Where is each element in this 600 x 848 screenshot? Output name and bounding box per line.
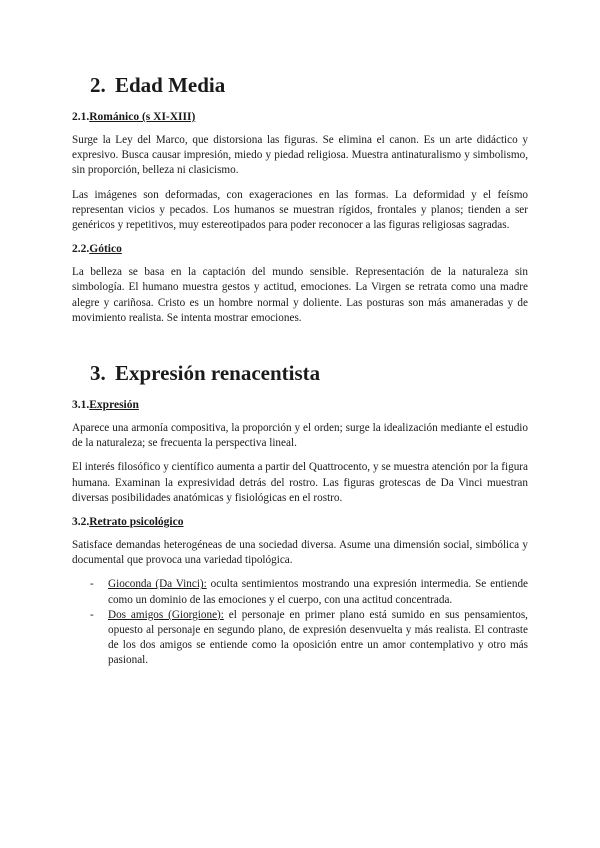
list-item-lead: Dos amigos (Giorgione): — [108, 608, 224, 621]
paragraph: Satisface demandas heterogéneas de una sociedad diversa. Asume una dimensión social, simbólica y documental que provoca una variedad tipológica. — [72, 539, 528, 567]
paragraph: Surge la Ley del Marco, que distorsiona las figuras. Se elimina el canon. Es un arte didáctico y expresivo. Busca causar impresión, miedo y piedad religiosa. Muestra antinaturalismo y simbolismo, sin proporción, belleza ni clasicismo. — [72, 134, 528, 177]
section-heading — [90, 72, 528, 98]
bullet-list — [72, 577, 528, 668]
list-item-lead: Gioconda (Da Vinci): — [108, 578, 207, 591]
list-marker: - — [90, 578, 94, 591]
subsection-heading — [72, 110, 528, 125]
subsection-title: Románico (s XI-XIII) — [89, 111, 196, 123]
subsection-number: 3.1. — [72, 399, 90, 412]
subsection-number: 2.1. — [72, 111, 90, 123]
list-marker: - — [90, 608, 94, 621]
paragraph: La belleza se basa en la captación del mundo sensible. Representación de la naturaleza sin simbología. El humano muestra gestos y actitud, emociones. La Virgen se retrata como una madre alegre y cariñosa. Cristo es un hombre normal y doliente. Las posturas son más amaneradas y de movimiento realista. Se intenta mostrar emociones. — [72, 266, 528, 324]
subsection-title: Expresión — [89, 399, 139, 412]
section-title: Edad Media — [115, 73, 226, 97]
subsection-title: Retrato psicológico — [89, 516, 184, 529]
paragraph: Las imágenes son deformadas, con exageraciones en las formas. La deformidad y el feísmo representan vicios y pecados. Los humanos se muestran rígidos, frontales y planos; tienden a ser genéricos y repetitivos, muy estereotipados para poder reconocer a las figuras religiosas sagradas. — [72, 188, 528, 232]
subsection-title: Gótico — [89, 243, 122, 256]
subsection-number: 3.2. — [72, 516, 90, 529]
subsection-heading — [72, 242, 528, 257]
section-heading — [90, 360, 528, 386]
paragraph: Aparece una armonía compositiva, la proporción y el orden; surge la idealización mediante el estudio de la naturaleza; se frecuenta la perspectiva lineal. — [72, 422, 528, 450]
section-number: 3. — [90, 361, 106, 386]
list-item-text: oculta sentimientos mostrando una expresión intermedia. Se entiende como un dominio de las emociones y el cuerpo, con una actitud concentrada. — [108, 578, 528, 606]
list-item — [90, 577, 528, 607]
section-title: Expresión renacentista — [115, 361, 321, 386]
subsection-heading — [72, 515, 528, 530]
subsection-number: 2.2. — [72, 243, 90, 256]
document-body — [72, 72, 528, 669]
list-item — [90, 608, 528, 669]
subsection-heading — [72, 398, 528, 413]
section-number: 2. — [90, 73, 106, 97]
paragraph: El interés filosófico y científico aumenta a partir del Quattrocento, y se muestra atención por la figura humana. Examinan la expresividad detrás del rostro. Las figuras grotescas de Da Vinci muestran diversas posibilidades anatómicas y fisiológicas en el rostro. — [72, 461, 528, 504]
list-item-text: el personaje en primer plano está sumido en sus pensamientos, opuesto al personaje en segundo plano, de expresión desenvuelta y más realista. El contraste de los dos amigos se entiende como la oposición entre un amor contemplativo y otro más pasional. — [108, 608, 528, 667]
